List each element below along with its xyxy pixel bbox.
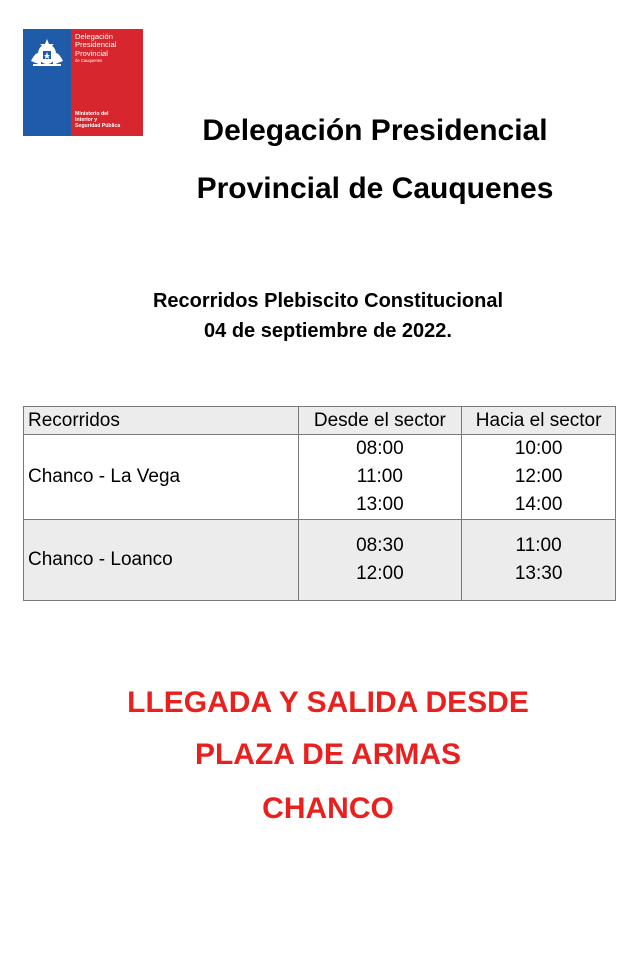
page-title-line-2: Provincial de Cauquenes: [196, 172, 554, 205]
page-title-line-1: Delegación Presidencial: [202, 114, 548, 147]
logo-line-2: Presidencial: [75, 40, 117, 50]
table-row: [24, 435, 616, 520]
logo-blue-panel: [23, 29, 71, 136]
logo-bottom-3: Seguridad Pública: [75, 123, 121, 129]
delegacion-logo: [23, 29, 143, 136]
time-cell: 12:00: [514, 466, 563, 487]
logo-bottom-2: Interior y: [75, 117, 98, 123]
desde-times: [298, 520, 462, 601]
header-desde: Desde el sector: [298, 407, 462, 435]
route-name: Chanco - La Vega: [24, 435, 299, 520]
time-cell: 11:00: [356, 466, 403, 487]
logo-bottom-1: Ministerio del: [75, 111, 109, 117]
logo-ministry-text: [75, 111, 141, 129]
time-cell: 08:00: [356, 438, 404, 459]
logo-text: [75, 33, 141, 64]
notice-line-1: LLEGADA Y SALIDA DESDE: [127, 686, 529, 719]
time-cell: 13:00: [356, 494, 404, 515]
table-row: [24, 520, 616, 601]
hacia-times: [462, 520, 616, 601]
subtitle-line-1: Recorridos Plebiscito Constitucional: [152, 290, 504, 312]
time-cell: 14:00: [514, 494, 563, 515]
time-cell: 13:30: [514, 563, 563, 584]
hacia-times: [462, 435, 616, 520]
coat-of-arms-icon: [27, 35, 67, 69]
time-cell: 11:00: [515, 535, 562, 556]
time-cell: 08:30: [356, 535, 404, 556]
header-hacia: Hacia el sector: [462, 407, 616, 435]
time-cell: 10:00: [514, 438, 563, 459]
logo-line-3: Provincial: [75, 48, 108, 58]
subtitle-line-2: 04 de septiembre de 2022.: [204, 320, 452, 342]
notice-line-2: PLAZA DE ARMAS: [194, 738, 462, 771]
table-header-row: [24, 407, 616, 435]
logo-line-1: Delegación: [75, 32, 113, 41]
route-name: Chanco - Loanco: [24, 520, 299, 601]
notice-line-3: CHANCO: [262, 792, 394, 825]
desde-times: [298, 435, 462, 520]
time-cell: 12:00: [356, 563, 404, 584]
header-recorridos: Recorridos: [24, 407, 299, 435]
routes-table: [23, 406, 616, 601]
logo-line-4: de Cauquenes: [75, 58, 103, 64]
